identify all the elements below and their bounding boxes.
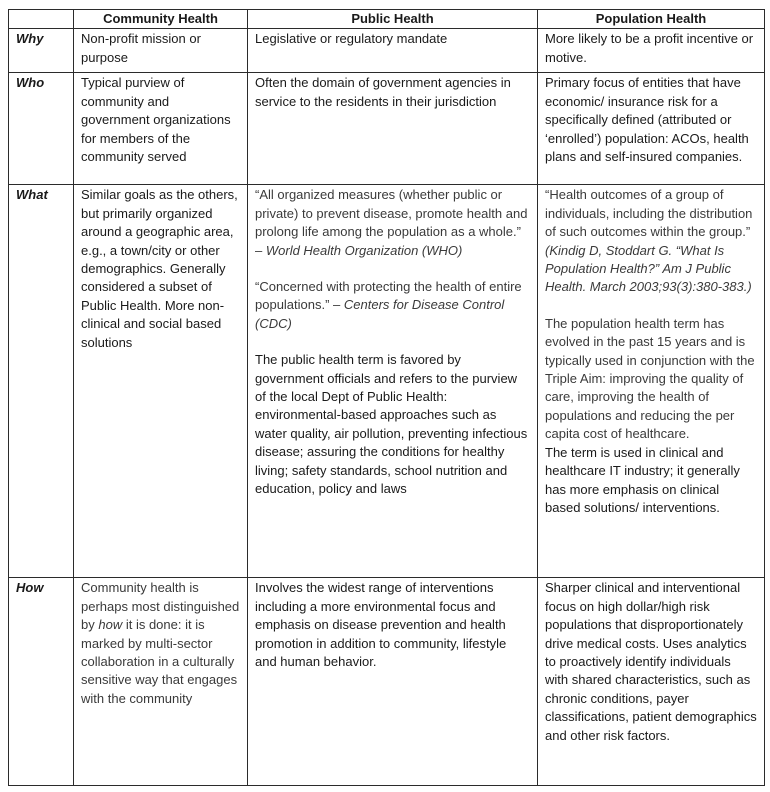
what-population-quote: “Health outcomes of a group of individuals, including the distribution of such outcomes within the group.” (Kindig D, Stoddart G. “What Is Population Health?” Am J Public Health. March 2003;93(3):380-383.) [545, 187, 753, 295]
kindig-citation: (Kindig D, Stoddart G. “What Is Population Health?” Am J Public Health. March 2003;93(3):380-383.) [545, 242, 752, 295]
what-public-quote-cdc: “Concerned with protecting the health of entire populations.” – Centers for Disease Control (CDC) [255, 279, 522, 331]
row-why [9, 29, 765, 73]
what-public [248, 185, 538, 578]
what-population-body-1: The population health term has evolved in the past 15 years and is typically used in conjunction with the Triple Aim: improving the quality of care, improving the health of populations and reducing the per capita cost of healthcare. [545, 315, 755, 442]
why-public: Legislative or regulatory mandate [248, 29, 538, 73]
what-population-body-2: The term is used in clinical and healthcare IT industry; it generally has more emphasis on clinical based solutions/ interventions. [545, 444, 740, 515]
why-population: More likely to be a profit incentive or motive. [538, 29, 765, 73]
who-community: Typical purview of community and government organizations for members of the community served [74, 73, 248, 185]
row-who [9, 73, 765, 185]
cdc-source: Centers for Disease Control (CDC) [255, 297, 505, 331]
row-what [9, 185, 765, 578]
row-how [9, 578, 765, 786]
what-population [538, 185, 765, 578]
what-public-quote-who: “All organized measures (whether public or private) to prevent disease, promote health and prolong life among the population as a whole.” – World Health Organization (WHO) [255, 187, 528, 258]
row-label-how: How [9, 578, 74, 786]
row-label-why: Why [9, 29, 74, 73]
header-community-health: Community Health [74, 10, 248, 29]
what-public-body: The public health term is favored by government officials and refers to the purview of the local Dept of Public Health: environmental-based approaches such as water quality, air pollution, preventing infectious disease; assuring the conditions for healthy living; safety standards, school nutrition and education, policy and laws [255, 352, 528, 497]
header-population-health: Population Health [538, 10, 765, 29]
row-label-what: What [9, 185, 74, 578]
header-row [9, 10, 765, 29]
who-source: World Health Organization (WHO) [265, 242, 463, 258]
how-community: Community health is perhaps most distinguished by how it is done: it is marked by multi-sector collaboration in a culturally sensitive way that engages with the community [74, 578, 248, 786]
who-public: Often the domain of government agencies in service to the residents in their jurisdiction [248, 73, 538, 185]
header-public-health: Public Health [248, 10, 538, 29]
why-community: Non-profit mission or purpose [74, 29, 248, 73]
how-emphasis: how [98, 617, 123, 633]
header-blank [9, 10, 74, 29]
how-population: Sharper clinical and interventional focus on high dollar/high risk populations that disproportionately drive medical costs. Uses analytics to proactively identify individuals with shared characteristics, such as chronic conditions, payer classifications, patient demographics and other risk factors. [538, 578, 765, 786]
row-label-who: Who [9, 73, 74, 185]
what-community: Similar goals as the others, but primarily organized around a geographic area, e.g., a town/city or other demographics. Generally considered a subset of Public Health. More non-clinical and social based solutions [74, 185, 248, 578]
who-population: Primary focus of entities that have economic/ insurance risk for a specifically defined (attributed or ‘enrolled’) population: ACOs, health plans and self-insured companies. [538, 73, 765, 185]
comparison-table [8, 9, 765, 786]
how-public: Involves the widest range of interventions including a more environmental focus and emphasis on disease prevention and health promotion in addition to community, lifestyle and human behavior. [248, 578, 538, 786]
